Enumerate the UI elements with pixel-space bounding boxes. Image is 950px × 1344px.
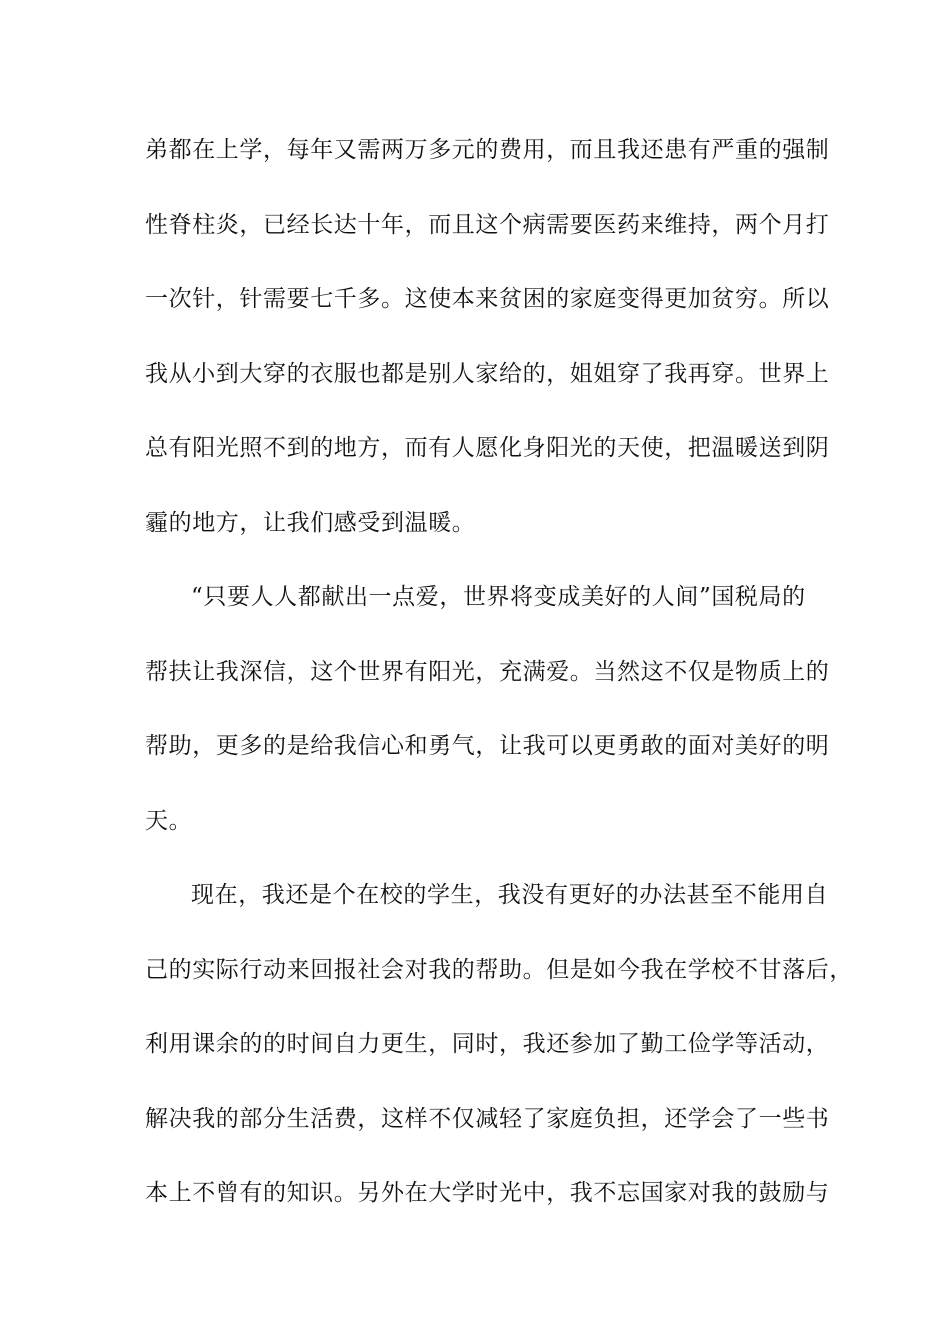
text-line: 帮助，更多的是给我信心和勇气，让我可以更勇敢的面对美好的明: [145, 733, 830, 759]
text-line: 性脊柱炎，已经长达十年，而且这个病需要医药来维持，两个月打: [145, 211, 830, 238]
text-line: 总有阳光照不到的地方，而有人愿化身阳光的天使，把温暖送到阴: [145, 435, 830, 461]
paragraph-start-line: “只要人人都献出一点爱，世界将变成美好的人间”国税局的: [191, 584, 806, 610]
body-text: [145, 132, 853, 1250]
text-line: 利用课余的的时间自力更生，同时，我还参加了勤工俭学等活动，: [145, 1031, 830, 1057]
paragraph-start-line: 现在，我还是个在校的学生，我没有更好的办法甚至不能用自: [191, 882, 829, 908]
text-line: 本上不曾有的知识。另外在大学时光中，我不忘国家对我的鼓励与: [145, 1180, 830, 1206]
text-line: 天。: [145, 807, 193, 834]
text-line: 霾的地方，让我们感受到温暖。: [145, 509, 476, 536]
text-line: 己的实际行动来回报社会对我的帮助。但是如今我在学校不甘落后，: [145, 956, 853, 983]
text-line: 一次针，针需要七千多。这使本来贫困的家庭变得更加贫穷。所以: [145, 286, 830, 312]
text-line: 解决我的部分生活费，这样不仅减轻了家庭负担，还学会了一些书: [145, 1105, 830, 1132]
text-line: 帮扶让我深信，这个世界有阳光，充满爱。当然这不仅是物质上的: [145, 658, 830, 685]
text-line: 弟都在上学，每年又需两万多元的费用，而且我还患有严重的强制: [145, 137, 830, 163]
text-line: 我从小到大穿的衣服也都是别人家给的，姐姐穿了我再穿。世界上: [145, 360, 830, 387]
